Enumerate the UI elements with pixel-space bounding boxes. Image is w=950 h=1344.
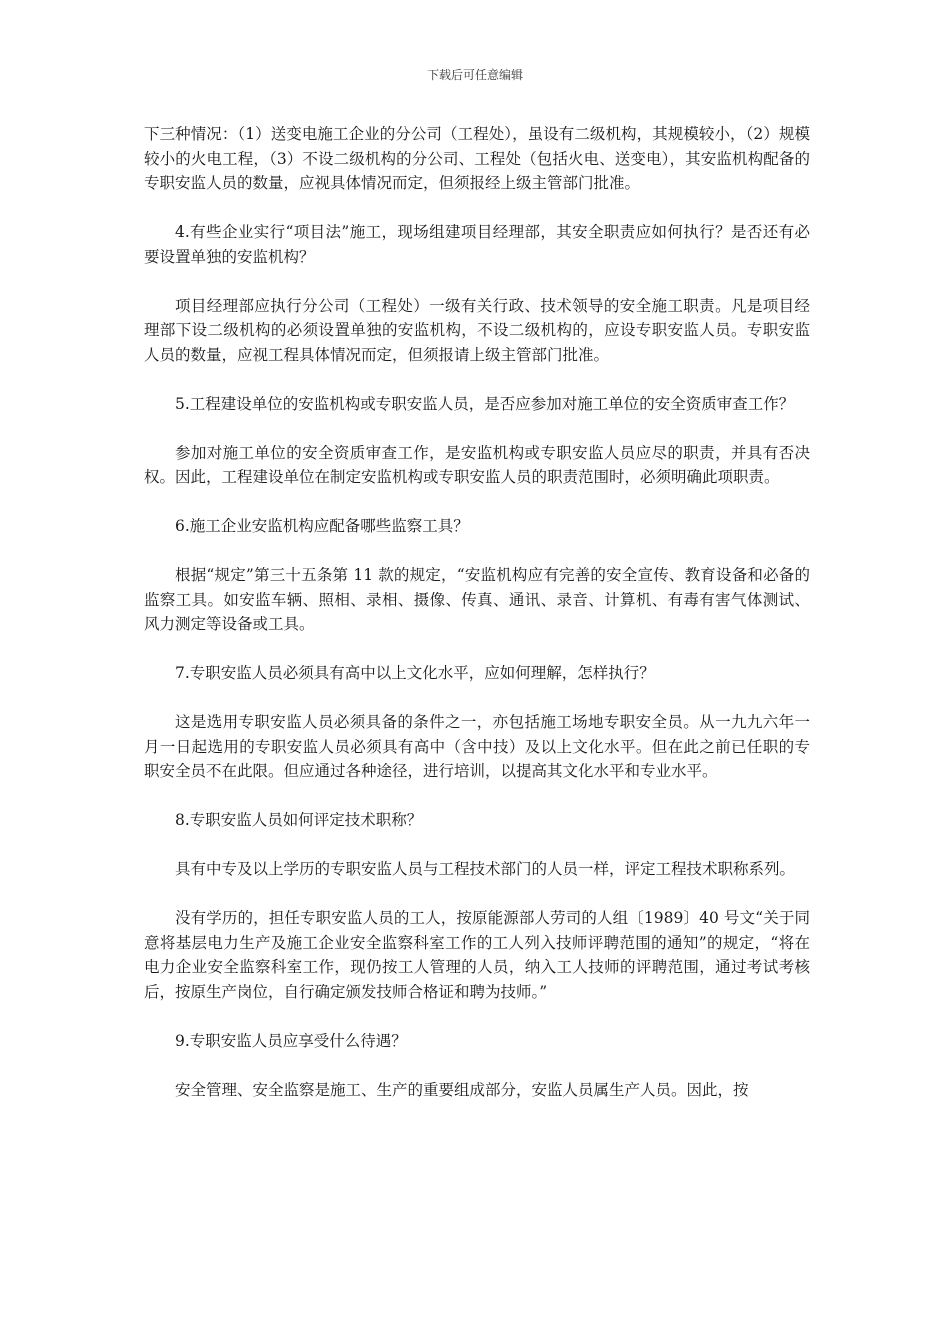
paragraph: 安全管理、安全监察是施工、生产的重要组成部分，安监人员属生产人员。因此，按	[175, 1080, 749, 1099]
paragraph: 没有学历的，担任专职安监人员的工人，按原能源部人劳司的人组〔1989〕40 号文“关于同意将基层电力生产及施工企业安全监察科室工作的工人列入技师评聘范围的通知”的规定，“将在电力企业安全监察科室工作，现仍按工人管理的人员，纳入工人技师的评聘范围，通过考试考核后，按原生产岗位，自行确定颁发技师合格证和聘为技师。”	[144, 909, 810, 1001]
question-heading: 6.施工企业安监机构应配备哪些监察工具？	[175, 517, 469, 535]
page-header: 下载后可任意编辑	[426, 68, 523, 82]
question-heading: 4.有些企业实行“项目法”施工，现场组建项目经理部，其安全职责应如何执行？是否还有必要设置单独的安监机构？	[144, 223, 810, 266]
document-body	[144, 122, 810, 1127]
paragraph: 下三种情况：（1）送变电施工企业的分公司（工程处），虽设有二级机构，其规模较小，（2）规模较小的火电工程，（3）不设二级机构的分公司、工程处（包括火电、送变电），其安监机构配备的专职安监人员的数量，应视具体情况而定，但须报经上级主管部门批准。	[144, 125, 810, 192]
paragraph: 这是选用专职安监人员必须具备的条件之一，亦包括施工场地专职安全员。从一九九六年一月一日起选用的专职安监人员必须具有高中（含中技）及以上文化水平。但在此之前已任职的专职安全员不在此限。但应通过各种途径，进行培训，以提高其文化水平和专业水平。	[144, 713, 810, 780]
paragraph: 项目经理部应执行分公司（工程处）一级有关行政、技术领导的安全施工职责。凡是项目经理部下设二级机构的必须设置单独的安监机构，不设二级机构的，应设专职安监人员。专职安监人员的数量，应视工程具体情况而定，但须报请上级主管部门批准。	[144, 296, 810, 364]
question-heading: 5.工程建设单位的安监机构或专职安监人员，是否应参加对施工单位的安全资质审查工作？	[175, 394, 795, 413]
paragraph: 参加对施工单位的安全资质审查工作，是安监机构或专职安监人员应尽的职责，并具有否决权。因此，工程建设单位在制定安监机构或专职安监人员的职责范围时，必须明确此项职责。	[144, 443, 810, 486]
question-heading: 8.专职安监人员如何评定技术职称？	[175, 811, 423, 829]
question-heading: 7.专职安监人员必须具有高中以上文化水平，应如何理解，怎样执行？	[175, 664, 655, 682]
paragraph: 具有中专及以上学历的专职安监人员与工程技术部门的人员一样，评定工程技术职称系列。	[175, 860, 796, 878]
question-heading: 9.专职安监人员应享受什么待遇？	[175, 1031, 407, 1050]
paragraph: 根据“规定”第三十五条第 11 款的规定，“安监机构应有完善的安全宣传、教育设备和必备的监察工具。如安监车辆、照相、录相、摄像、传真、通讯、录音、计算机、有毒有害气体测试、风力测定等设备或工具。	[144, 566, 810, 633]
